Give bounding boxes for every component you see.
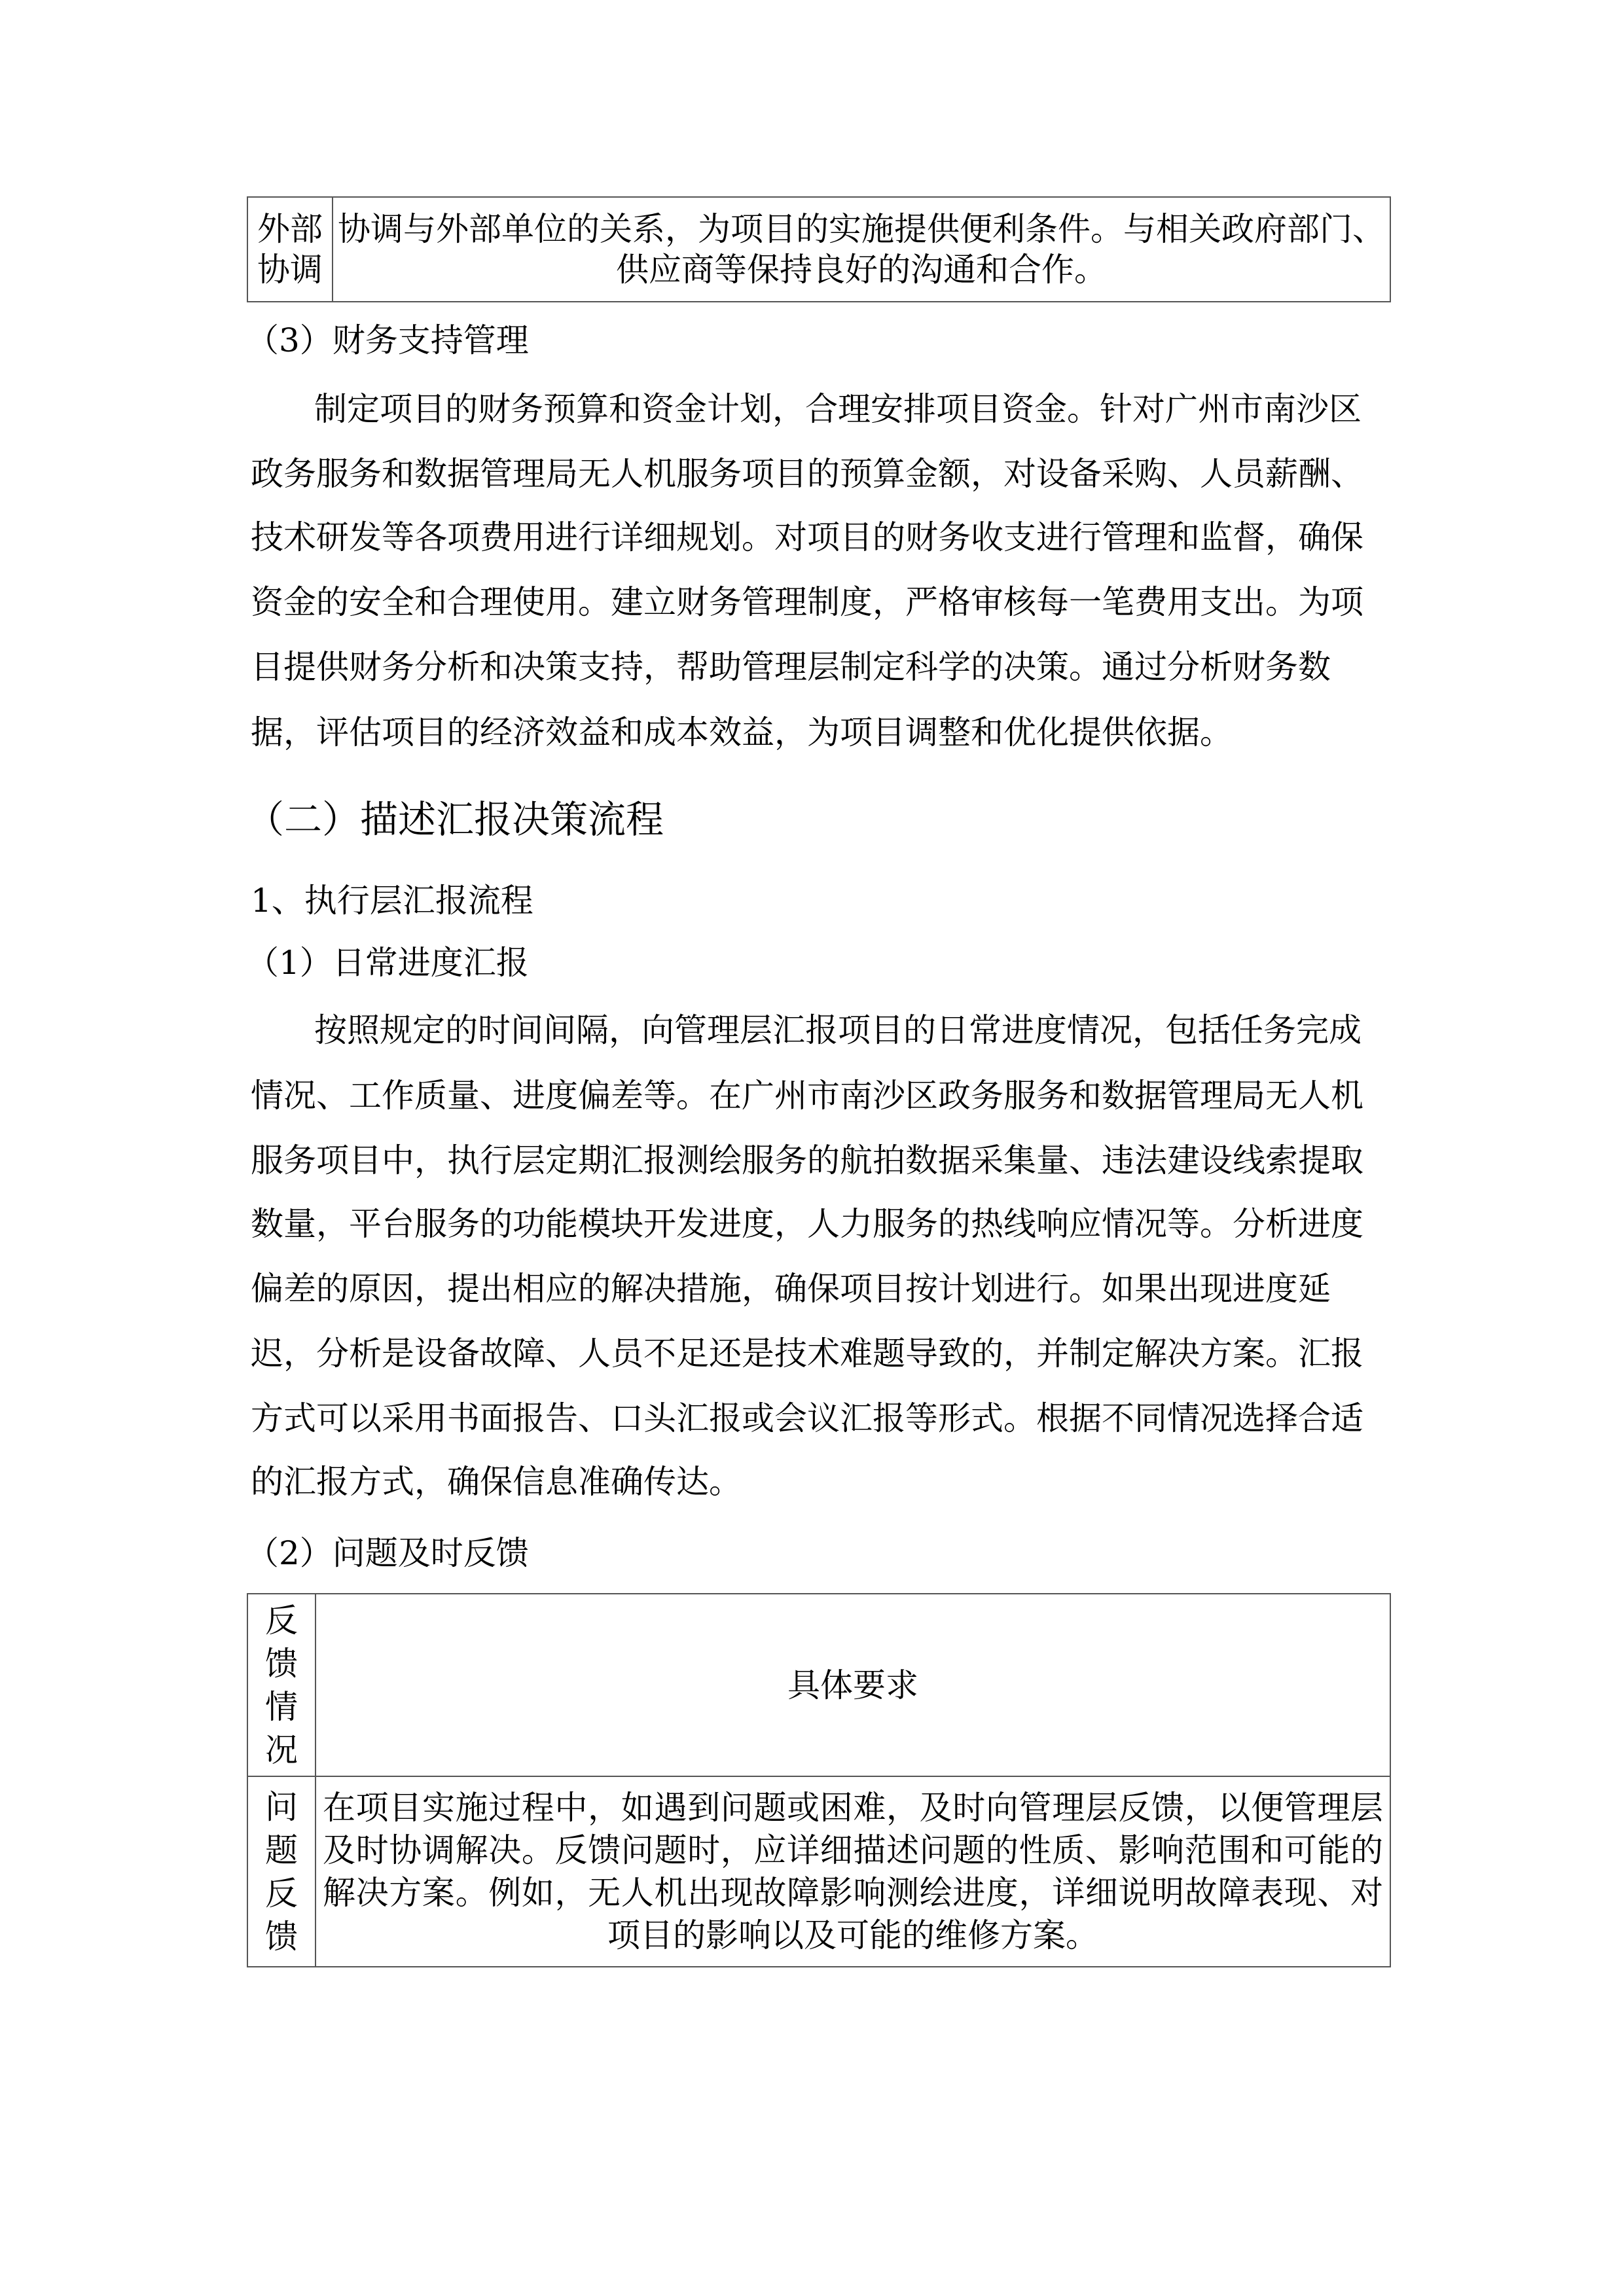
header-label: 反馈情况 bbox=[247, 1594, 316, 1776]
feedback-table bbox=[247, 1593, 1391, 1967]
paragraph-line: 制定项目的财务预算和资金计划，合理安排项目资金。针对广州市南沙区 bbox=[314, 390, 1362, 428]
row-text: 在项目实施过程中，如遇到问题或困难，及时向管理层反馈，以便管理层及时协调解决。反馈问题时，应详细描述问题的性质、影响范围和可能的解决方案。例如，无人机出现故障影响测绘进度，详细说明故障表现、对项目的影响以及可能的维修方案。 bbox=[316, 1776, 1390, 1967]
external-coordination-table bbox=[247, 196, 1391, 302]
paragraph-line: 情况、工作质量、进度偏差等。在广州市南沙区政务服务和数据管理局无人机 bbox=[251, 1077, 1363, 1115]
paragraph-line: 方式可以采用书面报告、口头汇报或会议汇报等形式。根据不同情况选择合适 bbox=[251, 1399, 1363, 1437]
paragraph-line: 按照规定的时间间隔，向管理层汇报项目的日常进度情况，包括任务完成 bbox=[314, 1011, 1362, 1049]
table-row bbox=[247, 197, 1390, 302]
paragraph-line: 偏差的原因，提出相应的解决措施，确保项目按计划进行。如果出现进度延 bbox=[251, 1270, 1331, 1308]
paragraph-line: 据，评估项目的经济效益和成本效益，为项目调整和优化提供依据。 bbox=[251, 713, 1233, 751]
paragraph-line: 技术研发等各项费用进行详细规划。对项目的财务收支进行管理和监督，确保 bbox=[251, 518, 1363, 556]
row-label: 外部协调 bbox=[247, 197, 333, 302]
paragraph-line: 迟，分析是设备故障、人员不足还是技术难题导致的，并制定解决方案。汇报 bbox=[251, 1335, 1363, 1372]
subheading-exec-reporting: 1、执行层汇报流程 bbox=[251, 882, 533, 920]
paragraph-line: 的汇报方式，确保信息准确传达。 bbox=[251, 1463, 742, 1501]
header-text: 具体要求 bbox=[316, 1594, 1390, 1776]
subheading-daily-progress: （1）日常进度汇报 bbox=[246, 944, 529, 982]
row-label: 问题反馈 bbox=[247, 1776, 316, 1967]
section-heading-reporting: （二）描述汇报决策流程 bbox=[246, 797, 664, 842]
table-header-row bbox=[247, 1594, 1390, 1776]
paragraph-line: 政务服务和数据管理局无人机服务项目的预算金额，对设备采购、人员薪酬、 bbox=[251, 455, 1363, 493]
row-text: 协调与外部单位的关系，为项目的实施提供便利条件。与相关政府部门、供应商等保持良好的沟通和合作。 bbox=[333, 197, 1390, 302]
section-heading-finance: （3）财务支持管理 bbox=[246, 321, 529, 359]
paragraph-line: 目提供财务分析和决策支持，帮助管理层制定科学的决策。通过分析财务数 bbox=[251, 648, 1331, 686]
subheading-feedback: （2）问题及时反馈 bbox=[246, 1534, 529, 1572]
table-row bbox=[247, 1776, 1390, 1967]
paragraph-line: 数量，平台服务的功能模块开发进度，人力服务的热线响应情况等。分析进度 bbox=[251, 1205, 1363, 1243]
paragraph-line: 资金的安全和合理使用。建立财务管理制度，严格审核每一笔费用支出。为项 bbox=[251, 583, 1363, 621]
paragraph-line: 服务项目中，执行层定期汇报测绘服务的航拍数据采集量、违法建设线索提取 bbox=[251, 1141, 1363, 1179]
